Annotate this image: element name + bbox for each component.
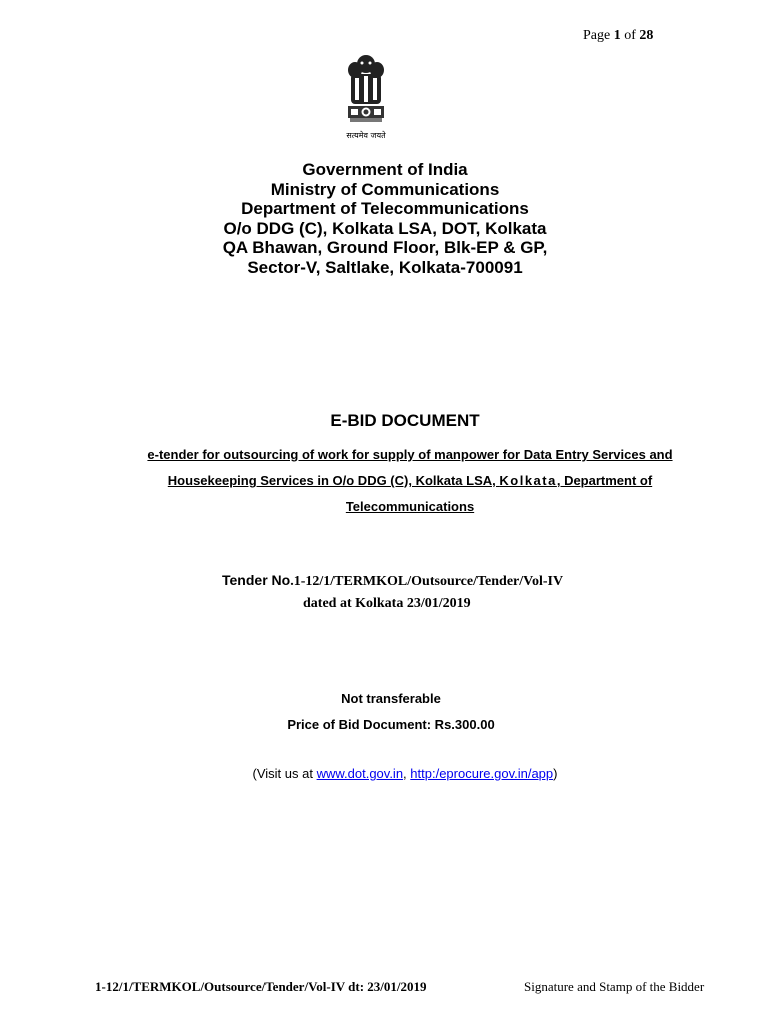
visit-prefix: (Visit us at [252, 766, 317, 781]
subject-line-2c: , Department of [556, 473, 653, 488]
header-line-government: Government of India [302, 160, 468, 179]
eprocure-website-link[interactable]: http:/eprocure.gov.in/app [410, 766, 554, 781]
tender-number: .1-12/1/TERMKOL/Outsource/Tender/Vol-IV [290, 574, 564, 589]
bid-price: Price of Bid Document: Rs.300.00 [287, 717, 495, 732]
emblem-motto: सत्यमेव जयते [346, 131, 386, 140]
header-line-ministry: Ministry of Communications [270, 179, 500, 199]
subject-line-2a: Housekeeping Services in O/o DDG (C), Kolkata LSA, [167, 473, 500, 488]
dot-website-link[interactable]: www.dot.gov.in [316, 766, 404, 781]
subject-line-2b: Kolkata [499, 473, 557, 488]
page-current: 1 [613, 28, 621, 43]
tender-number-block [222, 569, 563, 615]
subject-line-1: e-tender for outsourcing of work for supply of manpower for Data Entry Services and [147, 447, 673, 462]
tender-subject [0, 442, 770, 520]
document-title: E-BID DOCUMENT [330, 411, 480, 430]
visit-suffix: ) [553, 766, 558, 781]
not-transferable-note: Not transferable [341, 691, 441, 706]
page-of: of [624, 28, 636, 43]
header-line-office: O/o DDG (C), Kolkata LSA, DOT, Kolkata [223, 218, 547, 238]
national-emblem-icon [342, 52, 390, 144]
tender-date: dated at Kolkata 23/01/2019 [303, 596, 471, 611]
tender-label: Tender No [222, 572, 291, 588]
page-total: 28 [639, 28, 654, 43]
footer-signature-note: Signature and Stamp of the Bidder [524, 979, 705, 994]
office-address-block [0, 160, 770, 278]
header-line-building: QA Bhawan, Ground Floor, Blk-EP & GP, [222, 238, 548, 258]
visit-separator: , [403, 766, 411, 781]
page-number [583, 28, 653, 44]
page-prefix: Page [583, 28, 611, 43]
footer-reference: 1-12/1/TERMKOL/Outsource/Tender/Vol-IV dt: 23/01/2019 [95, 979, 427, 994]
subject-line-3: Telecommunications [345, 499, 475, 514]
header-line-department: Department of Telecommunications [241, 199, 529, 219]
header-line-location: Sector-V, Saltlake, Kolkata-700091 [247, 257, 523, 277]
visit-us-line [0, 766, 770, 781]
